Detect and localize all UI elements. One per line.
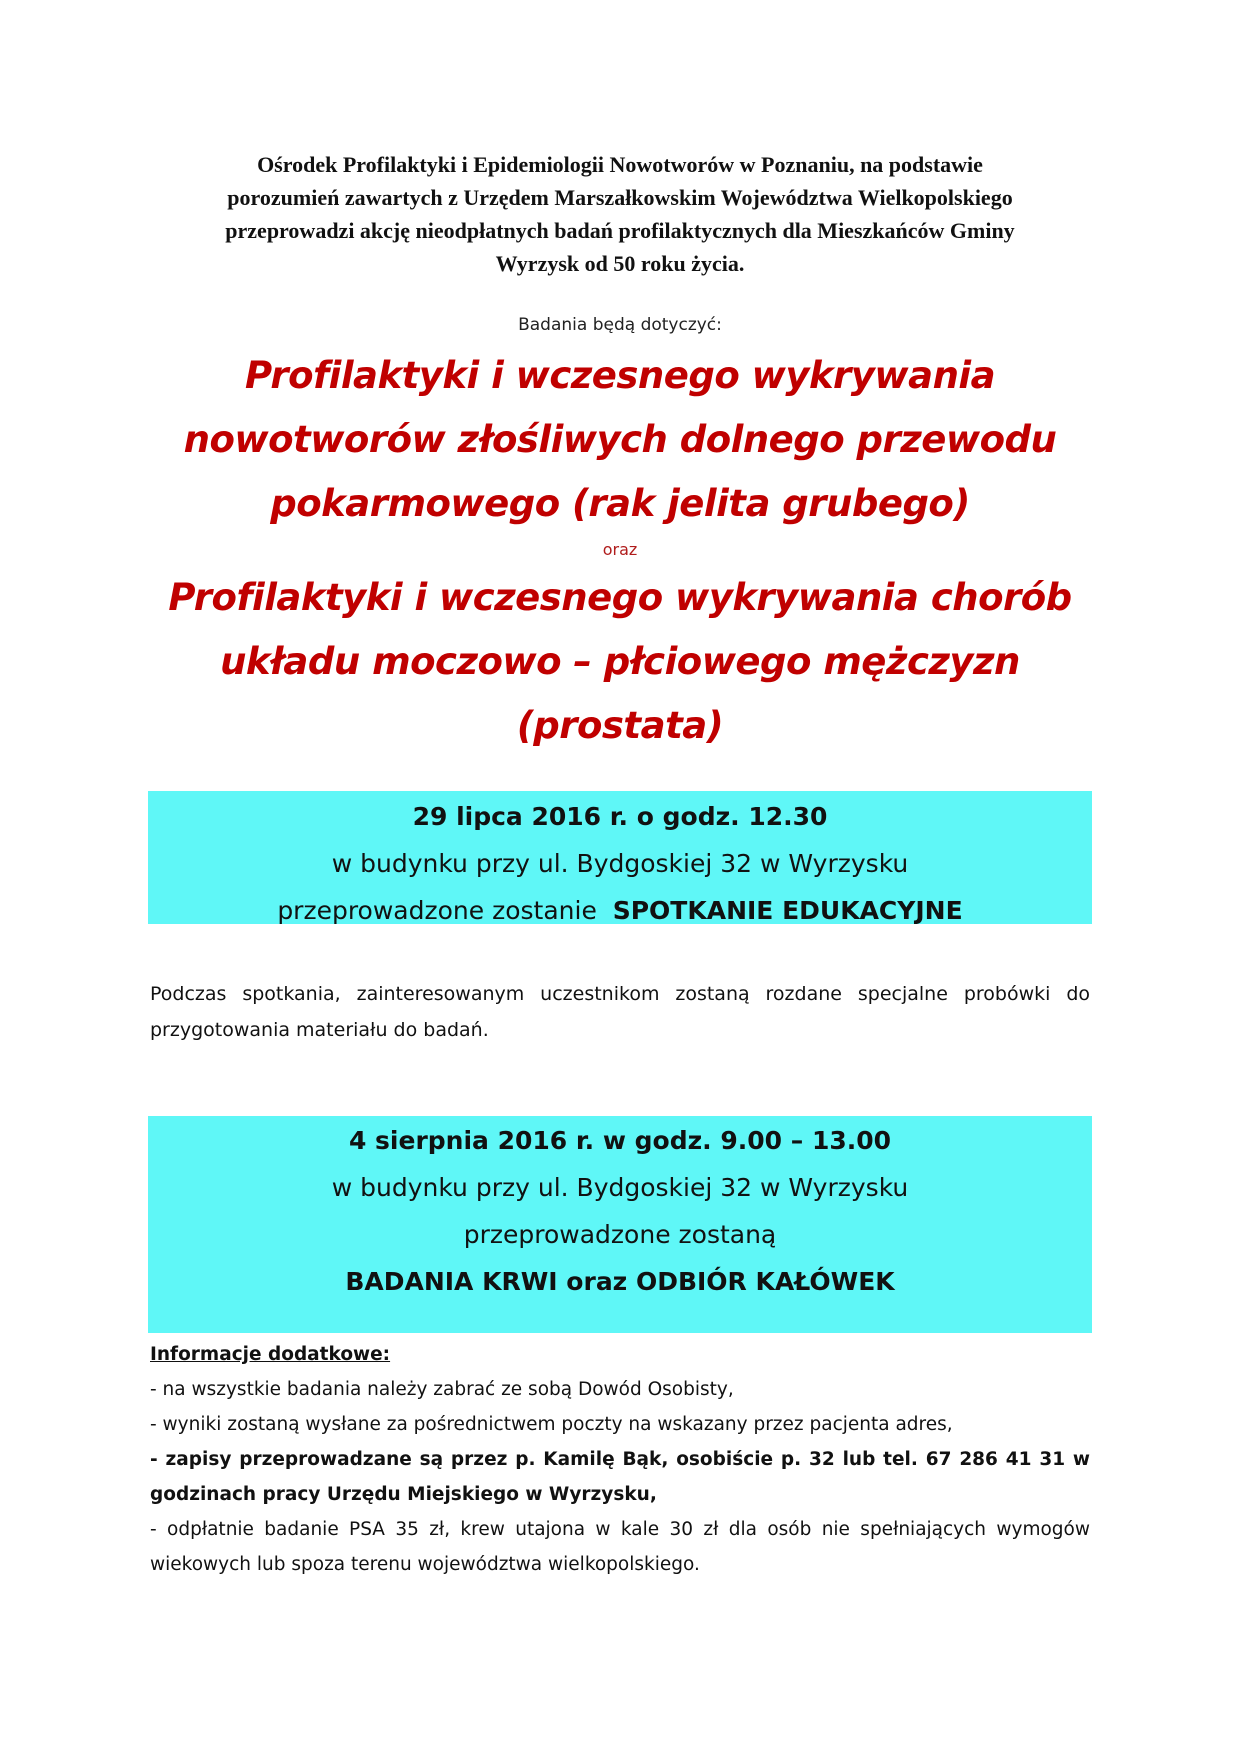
intro-line: przeprowadzi akcję nieodpłatnych badań profilaktycznych dla Mieszkańców Gminy	[225, 218, 1015, 243]
topic-prostate	[150, 566, 1090, 758]
additional-info-heading: Informacje dodatkowe:	[150, 1344, 391, 1365]
event-action: przeprowadzone zostaną	[463, 1220, 777, 1249]
event-services: BADANIA KRWI oraz ODBIÓR KAŁÓWEK	[345, 1267, 895, 1296]
topic-colorectal-cancer	[150, 344, 1090, 536]
topic-line: Profilaktyki i wczesnego wykrywania chorób	[168, 576, 1072, 619]
event-action	[148, 887, 1092, 934]
info-item-paid-tests: - odpłatnie badanie PSA 35 zł, krew utajona w kale 30 zł dla osób nie spełniających wymogów wiekowych lub spoza terenu województwa wielkopolskiego.	[150, 1519, 1090, 1575]
additional-info	[150, 1337, 1090, 1582]
event-action-name: SPOTKANIE EDUKACYJNE	[612, 896, 963, 925]
intro-line: Ośrodek Profilaktyki i Epidemiologii Nowotworów w Poznaniu, na podstawie	[257, 152, 983, 177]
topic-line: układu moczowo – płciowego mężczyzn	[220, 640, 1020, 683]
event-action-prefix: przeprowadzone zostanie	[277, 896, 613, 925]
topic-line: nowotworów złośliwych dolnego przewodu	[183, 418, 1057, 461]
info-item-results-mail: - wyniki zostaną wysłane za pośrednictwem poczty na wskazany przez pacjenta adres,	[150, 1414, 953, 1435]
intro-line: porozumień zawartych z Urzędem Marszałkowskim Województwa Wielkopolskiego	[227, 185, 1013, 210]
info-item-registration: - zapisy przeprowadzane są przez p. Kamilę Bąk, osobiście p. 32 lub tel. 67 286 41 31 w godzinach pracy Urzędu Miejskiego w Wyrzysku,	[150, 1449, 1090, 1505]
event-date: 29 lipca 2016 r. o godz. 12.30	[412, 802, 828, 831]
meeting-note: Podczas spotkania, zainteresowanym uczestnikom zostaną rozdane specjalne probówki do przygotowania materiału do badań.	[150, 983, 1090, 1041]
info-item-id-card: - na wszystkie badania należy zabrać ze sobą Dowód Osobisty,	[150, 1379, 734, 1400]
event-location: w budynku przy ul. Bydgoskiej 32 w Wyrzysku	[331, 849, 909, 878]
event-box-blood-tests	[148, 1116, 1092, 1333]
event-location: w budynku przy ul. Bydgoskiej 32 w Wyrzysku	[331, 1173, 909, 1202]
intro-line: Wyrzysk od 50 roku życia.	[495, 251, 745, 276]
topic-line: Profilaktyki i wczesnego wykrywania	[244, 354, 996, 397]
topic-line: (prostata)	[516, 704, 724, 747]
intro-paragraph	[150, 148, 1090, 280]
oraz-connector: oraz	[602, 540, 638, 559]
event-box-education-meeting	[148, 791, 1092, 924]
lead-in-text: Badania będą dotyczyć:	[518, 315, 722, 335]
event-date: 4 sierpnia 2016 r. w godz. 9.00 – 13.00	[348, 1126, 892, 1155]
topic-line: pokarmowego (rak jelita grubego)	[270, 482, 970, 525]
